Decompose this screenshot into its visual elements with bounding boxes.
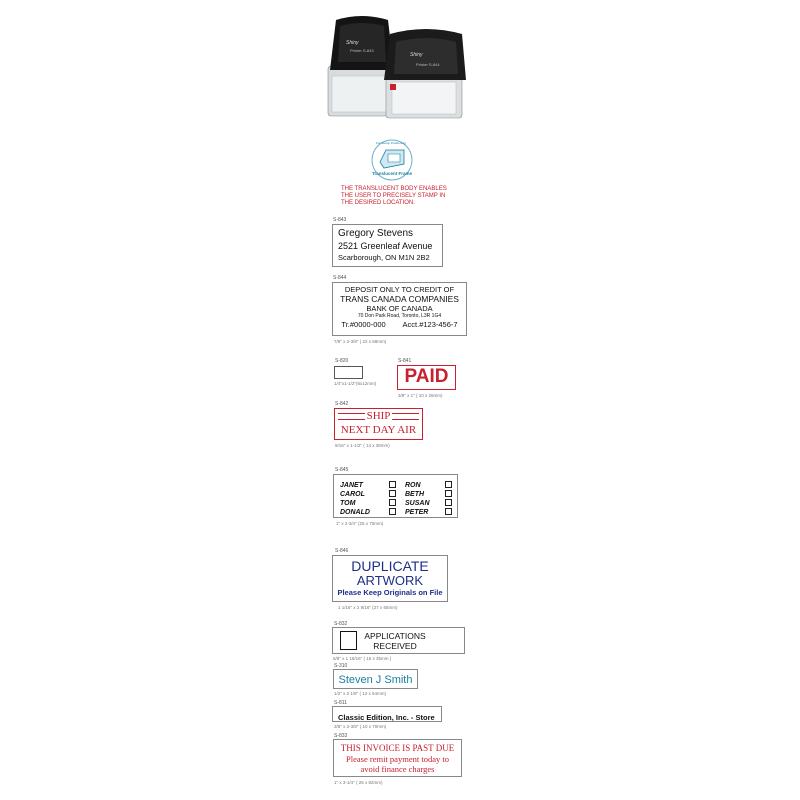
s845-dimensions: 1" x 2-3/4" (25 x 70mm) xyxy=(336,521,384,526)
translucent-frame-badge xyxy=(370,138,414,182)
s841-stamp-impression xyxy=(397,365,456,390)
checkbox-icon xyxy=(389,508,396,515)
s832-text xyxy=(363,631,427,651)
s842-code: S-842 xyxy=(335,401,349,407)
s844-line-5 xyxy=(333,320,466,330)
stamp-photo-icon xyxy=(326,12,466,122)
s845-right-column xyxy=(405,481,452,517)
s846-stamp-impression xyxy=(332,555,448,602)
s845-row xyxy=(340,499,396,508)
s845-row xyxy=(405,481,452,490)
s846-line-3: Please Keep Originals on File xyxy=(337,588,443,597)
s845-row xyxy=(340,490,396,499)
s842-line-1-row xyxy=(335,409,422,423)
s843-line-3: Scarborough, ON M1N 2B2 xyxy=(338,253,430,262)
checkbox-icon xyxy=(445,508,452,515)
s844-line-4: 70 Don Park Road, Toronto, L3R 1G4 xyxy=(357,313,442,319)
checkbox-icon xyxy=(445,490,452,497)
s832-code: S-832 xyxy=(334,621,348,627)
s842-line-2: NEXT DAY AIR xyxy=(340,424,417,436)
square-icon xyxy=(340,631,357,650)
s845-code: S-845 xyxy=(335,467,349,473)
s832-line-2: RECEIVED xyxy=(373,641,417,651)
s841-dimensions: 3/8" x 1" ( 10 x 26mm) xyxy=(398,393,443,398)
s845-name: DONALD xyxy=(340,509,370,516)
s310-stamp-impression xyxy=(333,669,418,689)
s820-dimensions: 1/4"x1-1/2"(6x12mm) xyxy=(334,381,377,386)
s833-line-2: Please remit payment today to xyxy=(346,754,449,764)
s846-line-2: ARTWORK xyxy=(356,573,424,588)
s845-stamp-impression xyxy=(333,474,458,518)
s846-code: S-846 xyxy=(335,548,349,554)
s842-dimensions: 9/16" x 1-1/2" ( 14 x 38mm) xyxy=(335,443,390,448)
s310-code: S-310 xyxy=(334,663,348,669)
s846-dimensions: 1 1/16" x 2 9/16" (27 x 65mm) xyxy=(338,605,398,610)
caption-line-1: THE TRANSLUCENT BODY ENABLES xyxy=(341,186,447,192)
s845-name: BETH xyxy=(405,491,425,498)
checkbox-icon xyxy=(389,490,396,497)
s845-row xyxy=(340,481,396,490)
s845-name: CAROL xyxy=(340,491,365,498)
stamp-back-brand: Shiny xyxy=(410,52,423,58)
s846-line-1: DUPLICATE xyxy=(351,558,429,574)
s833-code: S-833 xyxy=(334,733,348,739)
s811-dimensions: 3/8" x 2-3/8" ( 10 x 70mm) xyxy=(334,724,387,729)
stamp-front-model: Printer S-843 xyxy=(350,48,374,53)
s845-row xyxy=(405,508,452,517)
s845-row xyxy=(340,508,396,517)
checkbox-icon xyxy=(445,481,452,488)
s845-row xyxy=(405,490,452,499)
badge-label: Translucent Frame xyxy=(372,171,413,176)
s845-name: TOM xyxy=(340,500,356,507)
s841-code: S-841 xyxy=(398,358,412,364)
checkbox-icon xyxy=(389,481,396,488)
caption-line-2: THE USER TO PRECISELY STAMP IN xyxy=(341,193,446,199)
s845-left-column xyxy=(340,481,396,517)
badge-arc-text: For Stamp Positioning xyxy=(376,141,406,145)
s842-speed-lines-right xyxy=(392,413,419,420)
s844-line-2: TRANS CANADA COMPANIES xyxy=(340,294,459,304)
s844-transit: Tr.#0000-000 xyxy=(341,320,386,329)
s832-dimensions: 5/8" x 1 15/16" ( 15 x 35mm ) xyxy=(333,656,392,661)
s832-stamp-impression xyxy=(332,627,465,654)
s842-stamp-impression xyxy=(334,408,423,440)
checkbox-icon xyxy=(445,499,452,506)
stamp-front-brand: Shiny xyxy=(346,40,359,46)
s833-dimensions: 1" x 3-1/4" ( 25 x 82mm) xyxy=(334,780,383,785)
s833-stamp-impression xyxy=(333,739,462,777)
s844-stamp-impression xyxy=(332,282,467,336)
s811-code: S-811 xyxy=(334,700,347,706)
s833-line-3: avoid finance charges xyxy=(360,764,435,774)
s845-name: JANET xyxy=(340,482,363,489)
s310-text: Steven J Smith xyxy=(338,674,413,686)
translucent-caption xyxy=(341,186,447,207)
s845-row xyxy=(405,499,452,508)
s843-code: S-843 xyxy=(333,217,347,223)
s310-dimensions: 1/2" x 2 1/8" ( 13 x 54mm) xyxy=(334,691,386,696)
s844-code: S-844 xyxy=(333,275,347,281)
caption-line-3: THE DESIRED LOCATION. xyxy=(341,200,415,206)
s845-name: PETER xyxy=(405,509,429,516)
s842-line-1: SHIP xyxy=(366,410,391,422)
product-photo xyxy=(326,12,466,122)
s833-line-1: THIS INVOICE IS PAST DUE xyxy=(340,743,455,753)
s832-line-1: APPLICATIONS xyxy=(364,631,426,641)
s843-line-1: Gregory Stevens xyxy=(338,228,414,239)
s845-name: RON xyxy=(405,482,421,489)
s843-line-2: 2521 Greenleaf Avenue xyxy=(338,241,433,251)
s811-stamp-impression xyxy=(332,706,442,722)
s845-name: SUSAN xyxy=(405,500,430,507)
s844-line-1: DEPOSIT ONLY TO CREDIT OF xyxy=(344,285,455,294)
s842-speed-lines-left xyxy=(338,413,365,420)
s844-dimensions: 7/8" x 2-3/8" ( 22 x 68mm) xyxy=(334,339,387,344)
s841-text: PAID xyxy=(404,366,449,387)
s843-stamp-impression xyxy=(332,224,443,267)
checkbox-icon xyxy=(389,499,396,506)
s811-text: Classic Edition, Inc. - Store xyxy=(338,713,435,722)
s820-stamp-impression xyxy=(334,366,363,379)
s844-line-3: BANK OF CANADA xyxy=(366,304,433,313)
s844-account: Acct.#123-456-7 xyxy=(402,320,458,329)
s820-code: S-820 xyxy=(335,358,349,364)
stamp-back-model: Printer S-844 xyxy=(416,62,440,67)
